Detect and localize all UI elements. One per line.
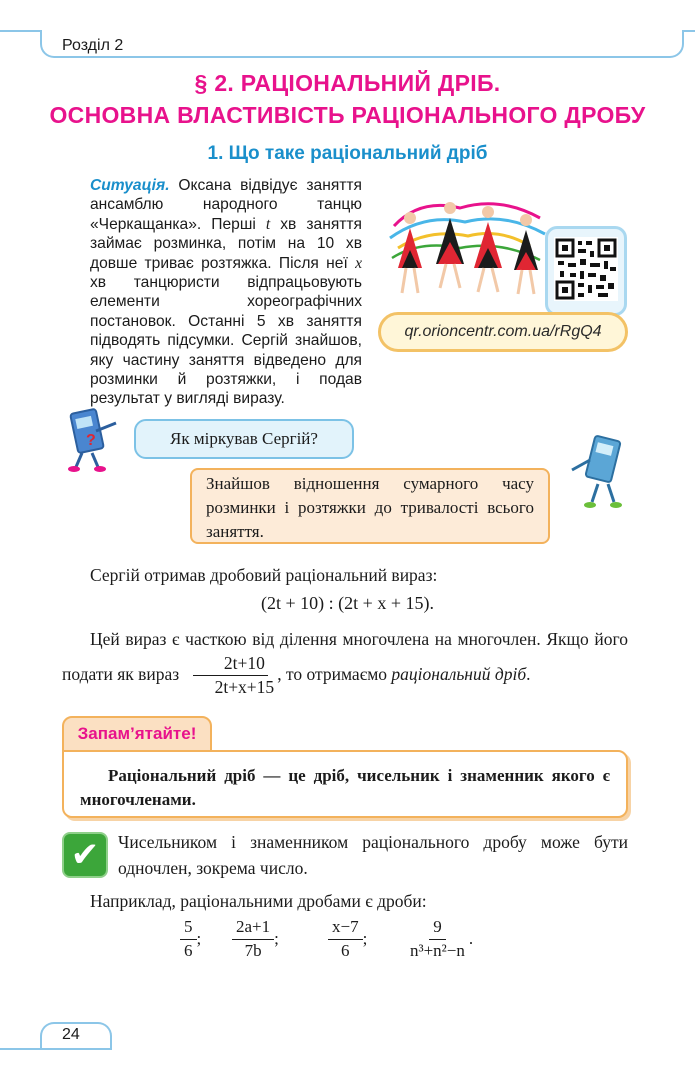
dancers-illustration	[380, 178, 550, 308]
situation-lead: Ситуація	[90, 177, 166, 194]
page-number: 24	[62, 1026, 80, 1043]
example-fraction: $\frac{5}{6}$ ;	[180, 918, 201, 960]
page-title-line1: § 2. РАЦІОНАЛЬНИЙ ДРІБ.	[194, 70, 501, 96]
checkmark-icon: ✔	[62, 832, 108, 878]
qr-code-frame[interactable]	[545, 226, 627, 316]
robot-character-icon	[60, 403, 124, 473]
definition-text: Раціональний дріб — це дріб, чисельник і знаменник якого є многочленами.	[80, 766, 610, 809]
answer-bubble: Знайшов відношення сумарного часу розминки і розтяжки до тривалості всього заняття.	[190, 468, 550, 544]
example-fraction: $\frac{x-7}{6}$ ;	[328, 918, 367, 960]
robot-character-icon-right	[568, 432, 634, 512]
qr-code-icon	[548, 229, 624, 313]
rational-fraction: $\frac{2t+10}{2t+x+15}$	[184, 654, 278, 698]
examples-intro: Наприклад, раціональними дробами є дроби:	[90, 891, 427, 911]
subsection-title: 1. Що таке раціональний дріб	[207, 143, 488, 164]
paragraph-1: Сергій отримав дробовий раціональний вираз:	[90, 565, 438, 585]
example-fraction: $\frac{9}{\text{n³+n²−n}}$ .	[410, 917, 474, 960]
expression-formula: (2t + 10) : (2t + x + 15).	[261, 593, 434, 613]
page-title-line2: ОСНОВНА ВЛАСТИВІСТЬ РАЦІОНАЛЬНОГО ДРОБУ	[49, 102, 646, 128]
paragraph-2: Цей вираз є часткою від ділення многочлена на многочлен. Якщо його подати як вираз $\frac{2t+10}{2t+x+15}$ , то отримаємо раціональний дріб.	[62, 629, 628, 698]
remember-tab: Запам’ятайте!	[62, 716, 212, 752]
note-text: Чисельником і знаменником раціонального дробу може бути одночлен, зокрема число.	[118, 832, 628, 878]
definition-box	[62, 750, 628, 818]
svg-text:?: ?	[86, 432, 96, 449]
question-bubble: Як міркував Сергій?	[134, 419, 354, 459]
qr-link[interactable]: qr.orioncentr.com.ua/rRgQ4	[378, 312, 628, 352]
example-fractions	[180, 918, 520, 974]
example-fraction: $\frac{2a+1}{7b}$ ;	[232, 918, 279, 960]
footer-frame	[0, 1022, 110, 1050]
situation-text: Ситуація. Оксана відвідує заняття ансамблю народного танцю «Черкащанка». Перші t хв заняття займає розминка, потім на 10 хв довше триває розтяжка. Після неї x хв танцюристи відпрацьовують елементи хореографічних постановок. Останні 5 хв заняття підводять підсумки. Сергій знайшов, яку частину заняття відведено для розминки й розтяжки, і подав результат у вигляді виразу.	[90, 177, 362, 408]
section-label: Розділ 2	[62, 37, 124, 54]
